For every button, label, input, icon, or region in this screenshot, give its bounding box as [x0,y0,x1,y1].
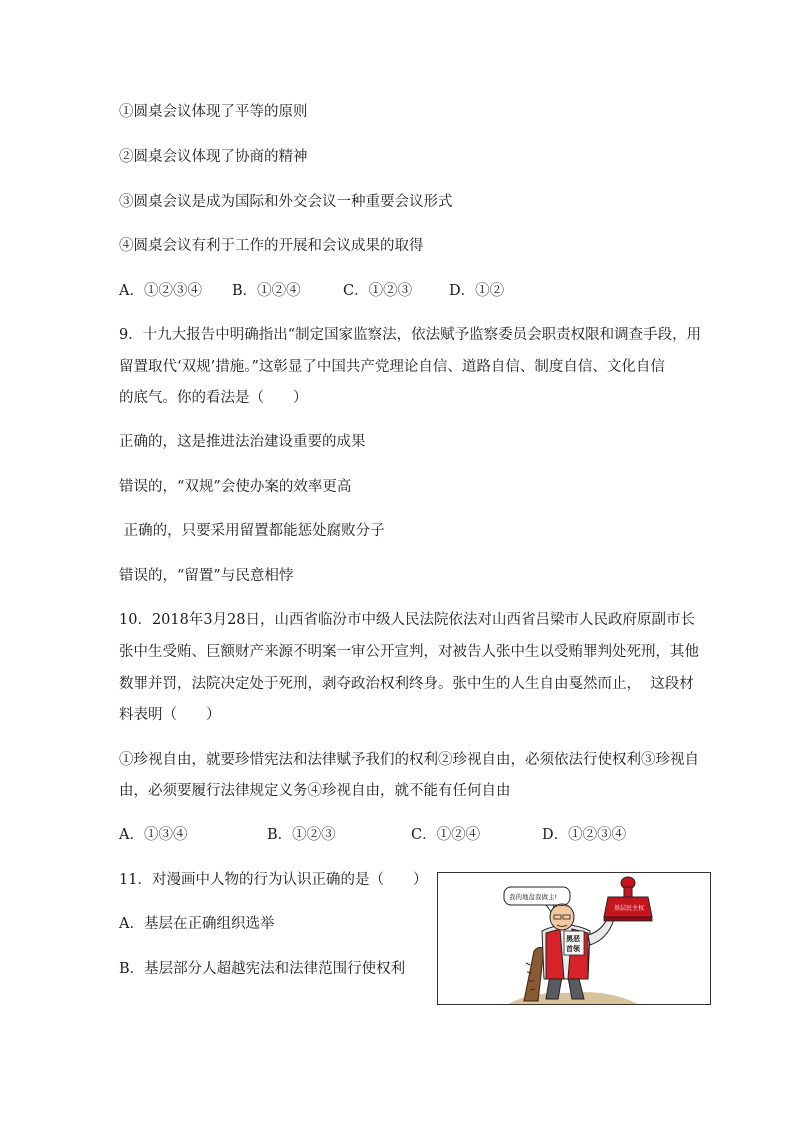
q11-option-b[interactable]: B．基层部分人超越宪法和法律范围行使权利 [119,961,406,977]
q10-statement-line-1: ①珍视自由，就要珍惜宪法和法律赋予我们的权利②珍视自由，必须依法行使权利③珍视自 [119,752,699,768]
q8-option-c[interactable]: C．①②③ [343,283,413,299]
vest-label-line-2: 首领 [566,945,580,953]
stamp-label: 基层民主权 [614,905,645,912]
q9-stem-line-1: 9．十九大报告中明确指出“制定国家监察法，依法赋予监察委员会职责权限和调查手段，用 [119,327,702,343]
q9-answer-2[interactable]: 错误的，“双规”会使办案的效率更高 [119,479,352,495]
q9-stem-line-3: 的底气。你的看法是（ ） [119,390,308,406]
q9-answer-4[interactable]: 错误的，“留置”与民意相悖 [119,568,294,584]
q10-stem-line-1: 10．2018年3月28日，山西省临汾市中级人民法院依法对山西省吕梁市人民政府原副市长 [119,612,696,628]
q8-statement-1: ①圆桌会议体现了平等的原则 [119,104,308,120]
cartoon-image [437,872,711,1005]
q9-stem-line-2: 留置取代‘双规’措施。”这彰显了中国共产党理论自信、道路自信、制度自信、文化自信 [119,359,665,375]
q10-stem-line-2: 张中生受贿、巨额财产来源不明案一审公开宣判，对被告人张中生以受贿罪判处死刑，其他 [119,644,699,660]
q8-option-a[interactable]: A．①②③④ [119,283,202,299]
vest-label-line-1: 黑恶 [566,935,580,943]
q10-option-b[interactable]: B．①②③ [267,827,336,843]
q10-option-a[interactable]: A．①③④ [119,827,188,843]
q8-statement-3: ③圆桌会议是成为国际和外交会议一种重要会议形式 [119,194,453,210]
q8-option-b[interactable]: B．①②④ [232,283,301,299]
q9-answer-3[interactable]: 正确的，只要采用留置都能惩处腐败分子 [119,523,385,539]
q10-stem-line-3: 数罪并罚，法院决定处于死刑，剥夺政治权利终身。张中生的人生自由戛然而止， 这段材 [119,676,694,692]
q11-stem: 11．对漫画中人物的行为认识正确的是（ ） [119,872,428,888]
q8-statement-4: ④圆桌会议有利于工作的开展和会议成果的取得 [119,238,424,254]
q9-answer-1[interactable]: 正确的，这是推进法治建设重要的成果 [119,434,366,450]
q10-stem-line-4: 料表明（ ） [119,707,221,723]
q10-statement-line-2: 由，必须要履行法律规定义务④珍视自由，就不能有任何自由 [119,783,511,799]
q10-option-c[interactable]: C．①②④ [411,827,481,843]
q11-option-a[interactable]: A．基层在正确组织选举 [119,916,275,932]
cartoon-illustration [438,873,710,1004]
q10-option-d[interactable]: D．①②③④ [542,827,627,843]
speech-bubble-text: 我的地盘我做主! [509,893,558,901]
q8-statement-2: ②圆桌会议体现了协商的精神 [119,149,308,165]
q8-option-d[interactable]: D．①② [449,283,505,299]
